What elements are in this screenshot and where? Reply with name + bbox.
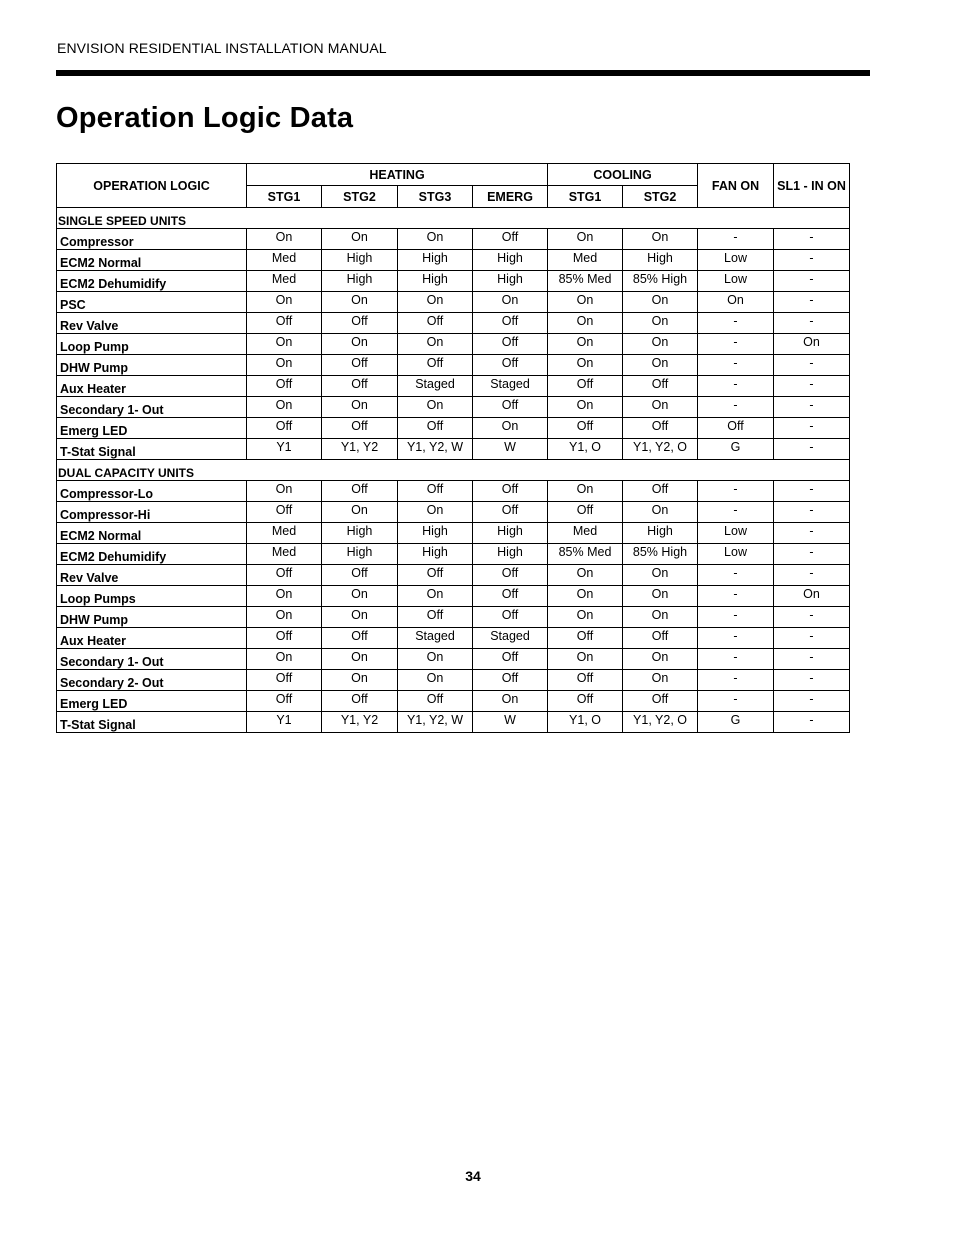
table-cell: W	[473, 712, 548, 733]
table-cell: High	[473, 544, 548, 565]
table-row	[57, 229, 850, 250]
table-cell: -	[774, 712, 850, 733]
table-row	[57, 544, 850, 565]
table-row	[57, 523, 850, 544]
table-row	[57, 376, 850, 397]
table-cell: On	[247, 649, 322, 670]
table-cell: Y1, Y2, O	[623, 439, 698, 460]
header-row-groups	[57, 164, 850, 186]
table-cell: Med	[548, 250, 623, 271]
table-cell: -	[774, 481, 850, 502]
table-cell: On	[548, 313, 623, 334]
table-cell: Y1, Y2, W	[398, 439, 473, 460]
table-cell: Med	[247, 523, 322, 544]
table-cell: Off	[247, 628, 322, 649]
table-cell: Off	[623, 481, 698, 502]
table-cell: 85% Med	[548, 271, 623, 292]
row-label: ECM2 Normal	[57, 523, 247, 544]
table-cell: Off	[548, 376, 623, 397]
table-row	[57, 565, 850, 586]
table-cell: Staged	[473, 376, 548, 397]
table-cell: -	[698, 229, 774, 250]
table-cell: Off	[473, 334, 548, 355]
row-label: Rev Valve	[57, 565, 247, 586]
row-label: DHW Pump	[57, 355, 247, 376]
table-cell: On	[774, 334, 850, 355]
table-cell: G	[698, 439, 774, 460]
table-cell: Y1, Y2, O	[623, 712, 698, 733]
page-number: 34	[465, 1168, 481, 1184]
table-cell: On	[473, 691, 548, 712]
table-cell: On	[247, 481, 322, 502]
table-cell: Off	[623, 628, 698, 649]
table-cell: Off	[473, 607, 548, 628]
table-cell: -	[698, 607, 774, 628]
table-cell: Off	[473, 355, 548, 376]
table-row	[57, 502, 850, 523]
table-cell: On	[623, 565, 698, 586]
table-cell: Off	[548, 670, 623, 691]
table-cell: -	[774, 523, 850, 544]
table-row	[57, 355, 850, 376]
table-cell: On	[473, 418, 548, 439]
table-cell: Low	[698, 250, 774, 271]
table-cell: Off	[473, 481, 548, 502]
table-cell: Off	[398, 355, 473, 376]
table-cell: On	[548, 481, 623, 502]
table-cell: Off	[473, 670, 548, 691]
table-cell: On	[247, 229, 322, 250]
table-row	[57, 292, 850, 313]
table-cell: On	[473, 292, 548, 313]
table-cell: On	[322, 397, 398, 418]
table-cell: Off	[548, 502, 623, 523]
table-cell: High	[473, 271, 548, 292]
table-cell: Low	[698, 271, 774, 292]
stage-header: EMERG	[473, 186, 548, 208]
table-cell: -	[698, 397, 774, 418]
table-cell: -	[774, 565, 850, 586]
table-row	[57, 607, 850, 628]
table-cell: -	[774, 691, 850, 712]
table-cell: On	[623, 670, 698, 691]
table-cell: Low	[698, 523, 774, 544]
row-label: Emerg LED	[57, 691, 247, 712]
table-cell: Off	[398, 418, 473, 439]
heating-header: HEATING	[247, 164, 548, 186]
table-cell: On	[548, 334, 623, 355]
fan-on-header: FAN ON	[698, 164, 774, 208]
table-cell: High	[473, 523, 548, 544]
table-cell: High	[623, 523, 698, 544]
table-cell: Off	[247, 313, 322, 334]
table-cell: Off	[247, 670, 322, 691]
table-row	[57, 439, 850, 460]
table-cell: On	[398, 670, 473, 691]
table-cell: On	[623, 607, 698, 628]
table-cell: Off	[548, 628, 623, 649]
table-cell: -	[774, 670, 850, 691]
table-cell: Off	[247, 376, 322, 397]
table-cell: -	[698, 334, 774, 355]
table-cell: On	[322, 607, 398, 628]
row-label: ECM2 Dehumidify	[57, 544, 247, 565]
table-cell: On	[623, 586, 698, 607]
table-row	[57, 481, 850, 502]
section-title: SINGLE SPEED UNITS	[57, 208, 850, 229]
row-label: Secondary 1- Out	[57, 397, 247, 418]
row-label: PSC	[57, 292, 247, 313]
table-cell: On	[398, 292, 473, 313]
table-cell: On	[247, 607, 322, 628]
table-cell: High	[398, 250, 473, 271]
table-cell: Y1, Y2	[322, 712, 398, 733]
table-cell: On	[548, 397, 623, 418]
table-cell: High	[623, 250, 698, 271]
row-label: Rev Valve	[57, 313, 247, 334]
row-label: Secondary 2- Out	[57, 670, 247, 691]
table-cell: 85% Med	[548, 544, 623, 565]
table-cell: On	[548, 586, 623, 607]
table-cell: High	[322, 271, 398, 292]
corner-header: OPERATION LOGIC	[57, 164, 247, 208]
table-cell: -	[774, 250, 850, 271]
section-row	[57, 208, 850, 229]
table-cell: Off	[247, 691, 322, 712]
table-cell: On	[398, 649, 473, 670]
row-label: Emerg LED	[57, 418, 247, 439]
table-cell: On	[698, 292, 774, 313]
table-cell: On	[623, 502, 698, 523]
table-cell: Off	[398, 691, 473, 712]
cooling-header: COOLING	[548, 164, 698, 186]
table-cell: High	[322, 544, 398, 565]
table-cell: Med	[247, 544, 322, 565]
table-cell: Off	[322, 313, 398, 334]
table-cell: -	[698, 628, 774, 649]
table-cell: On	[548, 229, 623, 250]
table-cell: Off	[322, 418, 398, 439]
table-cell: -	[774, 418, 850, 439]
stage-header: STG1	[247, 186, 322, 208]
table-cell: High	[398, 523, 473, 544]
table-cell: W	[473, 439, 548, 460]
table-cell: High	[398, 544, 473, 565]
table-cell: -	[698, 355, 774, 376]
table-cell: On	[322, 586, 398, 607]
table-cell: -	[774, 271, 850, 292]
table-cell: Off	[247, 565, 322, 586]
row-label: Compressor	[57, 229, 247, 250]
table-row	[57, 712, 850, 733]
table-cell: -	[774, 229, 850, 250]
table-cell: -	[774, 376, 850, 397]
table-cell: On	[623, 313, 698, 334]
table-cell: On	[548, 607, 623, 628]
table-cell: Y1, O	[548, 712, 623, 733]
table-cell: Med	[247, 271, 322, 292]
table-cell: Off	[322, 355, 398, 376]
table-row	[57, 334, 850, 355]
table-cell: Off	[322, 376, 398, 397]
table-cell: Med	[247, 250, 322, 271]
table-cell: -	[698, 565, 774, 586]
table-cell: On	[322, 334, 398, 355]
table-cell: Off	[322, 481, 398, 502]
table-cell: -	[774, 502, 850, 523]
table-cell: Off	[473, 649, 548, 670]
table-cell: High	[322, 250, 398, 271]
table-cell: On	[623, 397, 698, 418]
operation-logic-table	[56, 163, 850, 733]
row-label: Secondary 1- Out	[57, 649, 247, 670]
table-cell: On	[247, 292, 322, 313]
table-cell: -	[774, 313, 850, 334]
table-cell: Off	[473, 229, 548, 250]
table-cell: Staged	[473, 628, 548, 649]
table-cell: High	[322, 523, 398, 544]
table-row	[57, 250, 850, 271]
row-label: Aux Heater	[57, 628, 247, 649]
table-cell: On	[623, 355, 698, 376]
table-cell: On	[548, 292, 623, 313]
table-cell: 85% High	[623, 544, 698, 565]
table-cell: Off	[548, 418, 623, 439]
table-row	[57, 313, 850, 334]
table-cell: -	[774, 397, 850, 418]
table-row	[57, 418, 850, 439]
table-cell: On	[322, 229, 398, 250]
table-cell: -	[774, 355, 850, 376]
table-cell: Y1	[247, 712, 322, 733]
table-cell: Off	[398, 607, 473, 628]
table-cell: On	[322, 649, 398, 670]
table-cell: Off	[473, 586, 548, 607]
table-cell: On	[398, 502, 473, 523]
table-cell: Off	[322, 691, 398, 712]
table-cell: 85% High	[623, 271, 698, 292]
table-cell: -	[698, 502, 774, 523]
table-cell: On	[623, 334, 698, 355]
table-cell: On	[247, 397, 322, 418]
table-cell: -	[698, 313, 774, 334]
row-label: Compressor-Lo	[57, 481, 247, 502]
table-cell: On	[548, 649, 623, 670]
table-cell: -	[774, 628, 850, 649]
table-cell: On	[247, 334, 322, 355]
table-cell: -	[698, 481, 774, 502]
table-cell: Off	[247, 418, 322, 439]
table-row	[57, 670, 850, 691]
table-body	[57, 208, 850, 733]
page-title: Operation Logic Data	[56, 102, 354, 134]
stage-header: STG3	[398, 186, 473, 208]
header-rule	[56, 70, 870, 76]
row-label: Compressor-Hi	[57, 502, 247, 523]
table-cell: -	[698, 670, 774, 691]
stage-header: STG2	[623, 186, 698, 208]
table-cell: -	[698, 691, 774, 712]
table-cell: On	[398, 397, 473, 418]
table-cell: -	[774, 607, 850, 628]
table-cell: Y1, Y2	[322, 439, 398, 460]
table-cell: On	[322, 670, 398, 691]
table-cell: G	[698, 712, 774, 733]
table-cell: Off	[623, 418, 698, 439]
row-label: Loop Pumps	[57, 586, 247, 607]
table-cell: On	[774, 586, 850, 607]
table-row	[57, 628, 850, 649]
table-row	[57, 586, 850, 607]
table-cell: On	[548, 565, 623, 586]
table-cell: On	[247, 586, 322, 607]
table-cell: High	[473, 250, 548, 271]
row-label: ECM2 Normal	[57, 250, 247, 271]
row-label: Loop Pump	[57, 334, 247, 355]
table-cell: Off	[548, 691, 623, 712]
row-label: DHW Pump	[57, 607, 247, 628]
table-cell: On	[623, 292, 698, 313]
stage-header: STG2	[322, 186, 398, 208]
table-cell: Off	[398, 565, 473, 586]
stage-header: STG1	[548, 186, 623, 208]
table-cell: On	[398, 229, 473, 250]
table-row	[57, 649, 850, 670]
table-cell: On	[398, 334, 473, 355]
table-cell: Y1	[247, 439, 322, 460]
table-cell: Off	[698, 418, 774, 439]
table-cell: Y1, O	[548, 439, 623, 460]
table-cell: Off	[322, 628, 398, 649]
row-label: Aux Heater	[57, 376, 247, 397]
table-cell: On	[247, 355, 322, 376]
table-cell: On	[322, 502, 398, 523]
table-cell: Med	[548, 523, 623, 544]
table-cell: Y1, Y2, W	[398, 712, 473, 733]
table-cell: -	[698, 586, 774, 607]
table-cell: On	[548, 355, 623, 376]
table-cell: High	[398, 271, 473, 292]
table-cell: Low	[698, 544, 774, 565]
table-cell: Off	[473, 397, 548, 418]
table-cell: On	[322, 292, 398, 313]
table-cell: On	[398, 586, 473, 607]
table-cell: -	[774, 544, 850, 565]
table-cell: Off	[623, 376, 698, 397]
row-label: ECM2 Dehumidify	[57, 271, 247, 292]
table-row	[57, 691, 850, 712]
table-cell: -	[774, 292, 850, 313]
table-cell: -	[698, 376, 774, 397]
table-cell: Staged	[398, 628, 473, 649]
table-cell: On	[623, 649, 698, 670]
row-label: T-Stat Signal	[57, 712, 247, 733]
table-cell: Off	[398, 313, 473, 334]
row-label: T-Stat Signal	[57, 439, 247, 460]
section-row	[57, 460, 850, 481]
table-cell: Off	[398, 481, 473, 502]
table-cell: -	[774, 649, 850, 670]
table-cell: -	[774, 439, 850, 460]
table-cell: Off	[247, 502, 322, 523]
table-cell: -	[698, 649, 774, 670]
running-head: ENVISION RESIDENTIAL INSTALLATION MANUAL	[57, 40, 387, 56]
table-cell: Off	[623, 691, 698, 712]
table-cell: Off	[473, 565, 548, 586]
table-row	[57, 271, 850, 292]
sl1-in-on-header: SL1 - IN ON	[774, 164, 850, 208]
table-cell: Off	[473, 502, 548, 523]
table-cell: Staged	[398, 376, 473, 397]
table-row	[57, 397, 850, 418]
table-cell: Off	[322, 565, 398, 586]
table-cell: Off	[473, 313, 548, 334]
section-title: DUAL CAPACITY UNITS	[57, 460, 850, 481]
table-cell: On	[623, 229, 698, 250]
